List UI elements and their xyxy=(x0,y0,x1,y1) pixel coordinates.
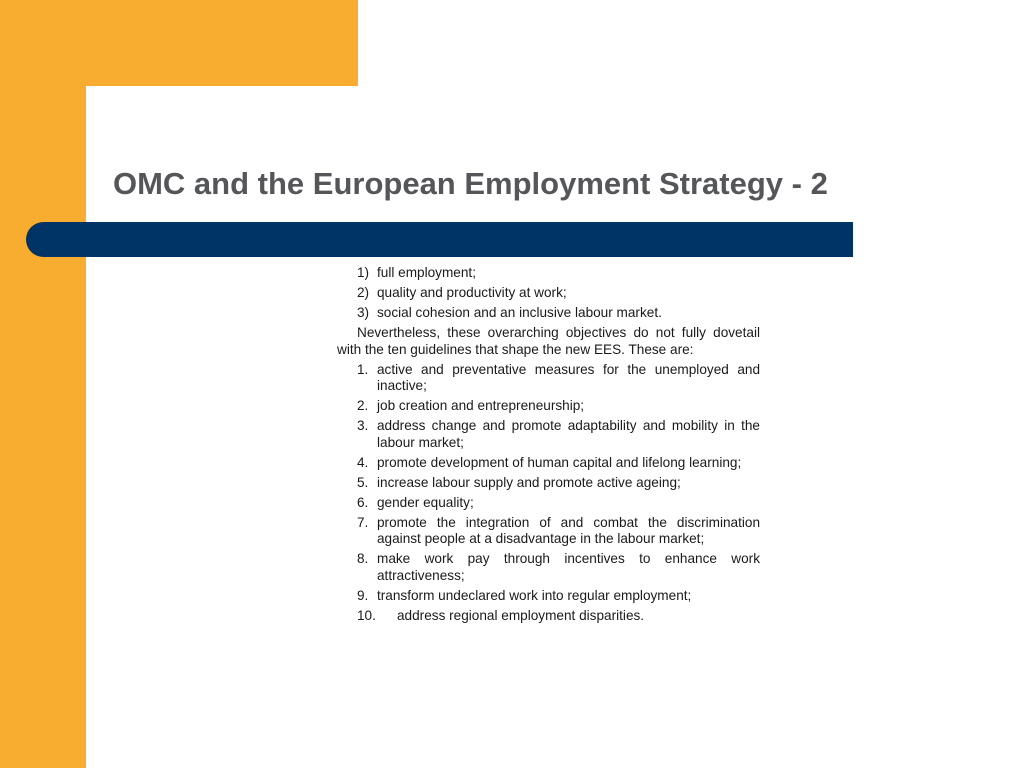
guideline-item xyxy=(337,475,760,492)
objective-text: quality and productivity at work; xyxy=(377,285,567,300)
guideline-text: job creation and entrepreneurship; xyxy=(377,398,585,413)
guideline-text: make work pay through incentives to enhance work attractiveness; xyxy=(377,551,760,583)
guideline-item xyxy=(337,588,760,605)
guideline-text: transform undeclared work into regular employment; xyxy=(377,587,692,603)
guideline-number: 2. xyxy=(357,398,369,413)
objective-number: 3) xyxy=(357,305,370,320)
guideline-item xyxy=(337,495,760,512)
guideline-number: 8. xyxy=(357,551,369,566)
objective-number: 1) xyxy=(357,265,370,280)
objective-number: 2) xyxy=(357,285,370,300)
objective-item xyxy=(337,305,760,322)
guideline-item xyxy=(337,362,760,395)
guideline-number: 6. xyxy=(357,494,369,510)
guideline-number: 9. xyxy=(357,587,369,603)
guideline-text: address regional employment disparities. xyxy=(397,607,645,623)
guideline-item xyxy=(337,418,760,451)
guideline-text: gender equality; xyxy=(377,494,474,510)
guideline-item xyxy=(337,551,760,584)
slide-title: OMC and the European Employment Strategy - 2 xyxy=(113,166,828,201)
guideline-number: 3. xyxy=(357,418,369,433)
guideline-text: active and preventative measures for the unemployed and inactive; xyxy=(377,361,760,393)
objective-item xyxy=(337,265,760,282)
guideline-number: 7. xyxy=(357,514,369,530)
guideline-text: promote the integration of and combat the discrimination against people at a disadvantage in the labour market; xyxy=(377,514,760,546)
document-text xyxy=(337,265,760,628)
guideline-text: address change and promote adaptability and mobility in the labour market; xyxy=(377,418,760,450)
guideline-item xyxy=(337,398,760,415)
guideline-text: increase labour supply and promote active ageing; xyxy=(377,474,681,490)
guideline-text: promote development of human capital and lifelong learning; xyxy=(377,454,742,470)
objective-text: social cohesion and an inclusive labour market. xyxy=(377,305,662,320)
guideline-number: 5. xyxy=(357,474,369,490)
guideline-item xyxy=(337,515,760,548)
orange-side-bar xyxy=(0,0,86,768)
guideline-number: 1. xyxy=(357,361,369,377)
title-underline-bar xyxy=(26,222,853,257)
guideline-number: 4. xyxy=(357,454,369,470)
guideline-item xyxy=(337,608,760,625)
objective-item xyxy=(337,285,760,302)
objective-text: full employment; xyxy=(377,265,476,280)
guideline-number: 10. xyxy=(357,607,376,623)
guideline-item xyxy=(337,455,760,472)
intro-paragraph: Nevertheless, these overarching objectives do not fully dovetail with the ten guidelines that shape the new EES. These are: xyxy=(337,325,760,357)
